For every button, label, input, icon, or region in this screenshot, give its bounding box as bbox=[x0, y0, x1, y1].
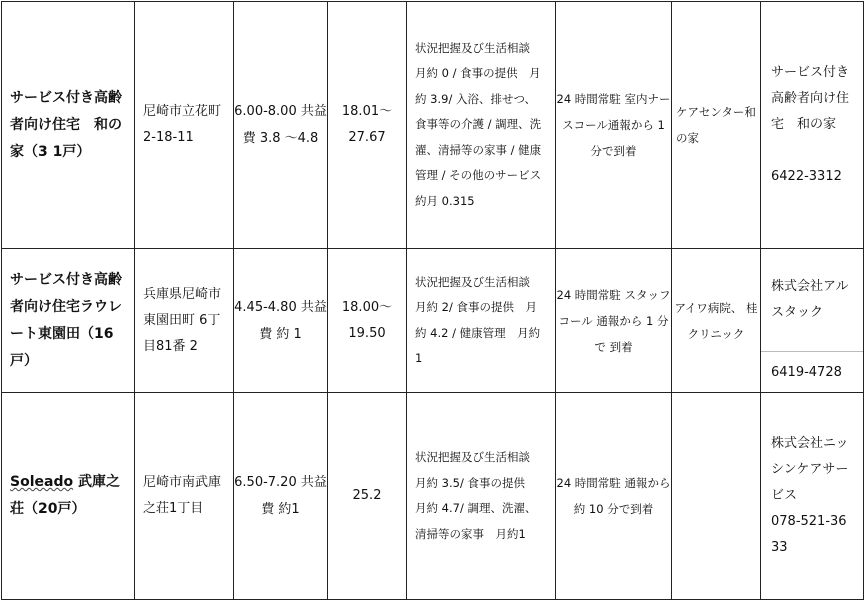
facility-address: 兵庫県尼崎市東園田町 6丁目81番 2 bbox=[143, 286, 222, 354]
facility-table bbox=[1, 1, 864, 600]
facility-rent: 6.00-8.00 共益費 3.8 ～4.8 bbox=[234, 104, 327, 146]
facility-care: 24 時間常駐 通報から約 10 分で到着 bbox=[556, 476, 671, 516]
facility-operator-block bbox=[761, 249, 863, 392]
facility-rent: 4.45-4.80 共益費 約 1 bbox=[234, 299, 327, 342]
facility-services: 状況把握及び生活相談 月約 3.5/ 食事の提供 月約 4.7/ 調理、洗濯、清掃等の家事 月約1 bbox=[415, 450, 542, 541]
facility-services: 状況把握及び生活相談 月約 0 / 食事の提供 月約 3.9/ 入浴、排せつ、食事等の介護 / 調理、洗濯、清掃等の家事 / 健康管理 / その他のサービス 約月 0.315 bbox=[415, 40, 553, 208]
facility-name-latin: Soleado bbox=[10, 474, 74, 490]
facility-name: 武庫之荘（20戸） bbox=[10, 474, 120, 517]
facility-area: 18.00～ 19.50 bbox=[341, 299, 393, 341]
facility-operator: 株式会社アルスタック bbox=[761, 249, 863, 352]
facility-operator-block bbox=[761, 431, 863, 561]
table-row bbox=[2, 249, 864, 393]
facility-phone: 6419-4728 bbox=[771, 364, 842, 380]
facility-address: 尼崎市立花町 2-18-11 bbox=[143, 104, 222, 145]
facility-name: サービス付き高齢者向け住宅 和の家（3 1戸） bbox=[10, 89, 122, 160]
facility-name: サービス付き高齢者向け住宅ラウレート東園田（16戸） bbox=[10, 271, 122, 369]
facility-area: 18.01～ 27.67 bbox=[341, 104, 393, 145]
facility-care: 24 時間常駐 スタッフコール 通報から 1 分で 到着 bbox=[556, 287, 671, 354]
facility-address: 尼崎市南武庫之荘1丁目 bbox=[143, 475, 222, 516]
facility-area: 25.2 bbox=[352, 488, 382, 503]
facility-operator-block bbox=[761, 60, 863, 190]
facility-services: 状況把握及び生活相談 月約 2/ 食事の提供 月約 4.2 / 健康管理 月約1 bbox=[415, 274, 542, 365]
facility-care: 24 時間常駐 室内ナースコール通報から 1 分で到着 bbox=[556, 92, 671, 158]
facility-coop: アイワ病院、 桂クリニック bbox=[674, 300, 758, 341]
table-row bbox=[2, 2, 864, 249]
table-row bbox=[2, 393, 864, 600]
facility-phone: 6422-3312 bbox=[771, 169, 842, 184]
facility-operator: サービス付き高齢者向け住宅 和の家 bbox=[771, 65, 850, 132]
facility-rent: 6.50-7.20 共益費 約1 bbox=[234, 475, 327, 517]
facility-name-block bbox=[2, 469, 134, 523]
facility-operator: 株式会社ニッシンケアサービス bbox=[771, 436, 849, 503]
facility-phone: 078-521-36 33 bbox=[771, 514, 847, 555]
facility-coop: ケアセンター和の家 bbox=[676, 105, 756, 145]
